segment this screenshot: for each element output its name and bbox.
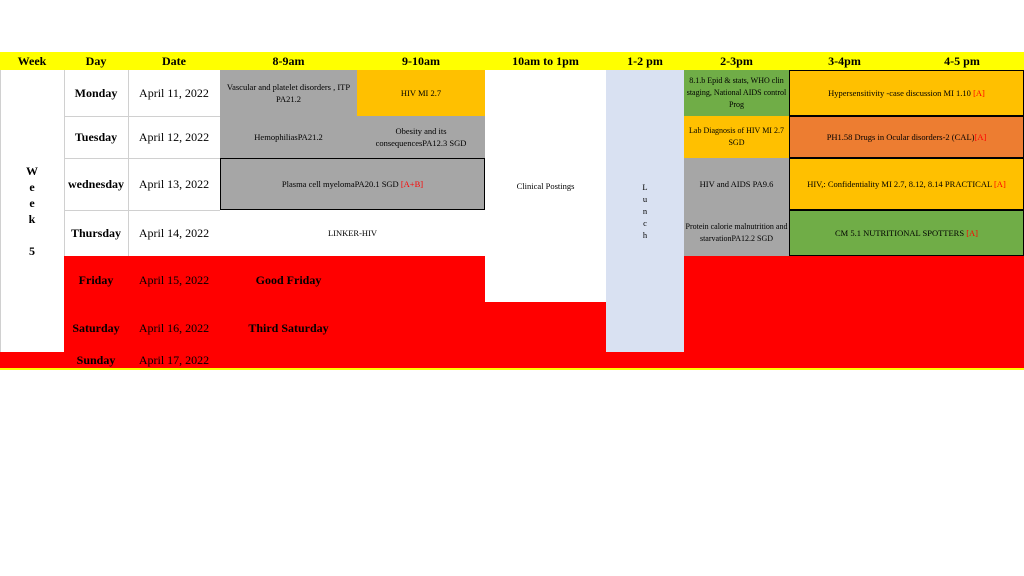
slot-mon-9-10: HIV MI 2.7 (357, 70, 485, 116)
day-friday: Friday (78, 272, 114, 287)
day-saturday: Saturday (72, 320, 120, 335)
week-letter: e (29, 180, 35, 194)
lunch-column (606, 70, 684, 352)
header-slot-3-4: 3-4pm (828, 53, 861, 68)
week-label (0, 70, 64, 352)
bottom-rule (0, 368, 1024, 370)
slot-thu-8-10: LINKER-HIV (220, 210, 485, 256)
date-friday: April 15, 2022 (138, 272, 210, 287)
batch-tag: [A] (974, 132, 987, 142)
day-monday: Monday (74, 85, 118, 100)
lunch-letter: L (642, 182, 648, 192)
date-wednesday: April 13, 2022 (138, 176, 210, 191)
slot-tue-3-5 (789, 116, 1024, 158)
batch-tag: [A] (966, 228, 978, 238)
slot-text: PH1.58 Drugs in Ocular disorders-2 (CAL) (826, 132, 975, 142)
day-wednesday: wednesday (67, 176, 124, 191)
header-slot-8-9: 8-9am (272, 53, 305, 68)
slot-text: CM 5.1 NUTRITIONAL SPOTTERS (834, 228, 965, 238)
slot-thu-2-3: Protein calorie malnutrition and starvationPA12.2 SGD (684, 210, 789, 256)
slot-tue-9-10: Obesity and its consequencesPA12.3 SGD (357, 116, 485, 158)
date-thursday: April 14, 2022 (138, 225, 210, 240)
header-slot-4-5: 4-5 pm (944, 53, 980, 68)
slot-wed-2-3: HIV and AIDS PA9.6 (684, 158, 789, 210)
header-slot-2-3: 2-3pm (720, 53, 753, 68)
date-monday: April 11, 2022 (139, 85, 209, 100)
slot-wed-3-5 (789, 158, 1024, 210)
slot-tue-8-9: HemophiliasPA21.2 (220, 116, 357, 158)
slot-mon-2-3: 8.1.b Epid & stats, WHO clin staging, National AIDS control Prog (684, 70, 789, 116)
batch-tag: [A+B] (400, 179, 424, 189)
holiday-good-friday: Good Friday (255, 272, 322, 287)
holiday-third-saturday: Third Saturday (248, 320, 329, 335)
slot-wed-8-10 (220, 158, 485, 210)
date-tuesday: April 12, 2022 (138, 129, 210, 144)
week-letter: W (26, 164, 38, 178)
batch-tag: [A] (993, 179, 1006, 189)
header-slot-1-2: 1-2 pm (627, 53, 663, 68)
batch-tag: [A] (973, 88, 985, 98)
day-sunday: Sunday (76, 352, 116, 367)
lunch-letter: c (643, 218, 647, 228)
day-thursday: Thursday (70, 225, 122, 240)
week-letter: e (29, 196, 35, 210)
slot-mon-8-9: Vascular and platelet disorders , ITP PA21.2 (220, 70, 357, 116)
slot-text: Hypersensitivity -case discussion MI 1.10 (828, 88, 971, 98)
slot-mon-3-5 (789, 70, 1024, 116)
header-slot-9-10: 9-10am (402, 53, 440, 68)
header-slot-10-1: 10am to 1pm (512, 53, 579, 68)
lunch-letter: h (642, 230, 648, 240)
slot-tue-2-3: Lab Diagnosis of HIV MI 2.7 SGD (684, 116, 789, 158)
week-letter: k (28, 212, 36, 226)
slot-text: Plasma cell myelomaPA20.1 SGD (281, 179, 399, 189)
slot-thu-3-5 (789, 210, 1024, 256)
slot-text: HIV,: Confidentiality MI 2.7, 8.12, 8.14 PRACTICAL (807, 179, 992, 189)
day-tuesday: Tuesday (74, 129, 118, 144)
date-sunday: April 17, 2022 (138, 352, 210, 367)
week-number: 5 (29, 244, 35, 258)
header-date: Date (162, 53, 186, 68)
lunch-letter: u (642, 194, 648, 204)
header-day: Day (85, 53, 107, 68)
header-week: Week (17, 53, 47, 68)
date-saturday: April 16, 2022 (138, 320, 210, 335)
slot-clinical-postings: Clinical Postings (485, 70, 606, 302)
lunch-letter: n (642, 206, 648, 216)
